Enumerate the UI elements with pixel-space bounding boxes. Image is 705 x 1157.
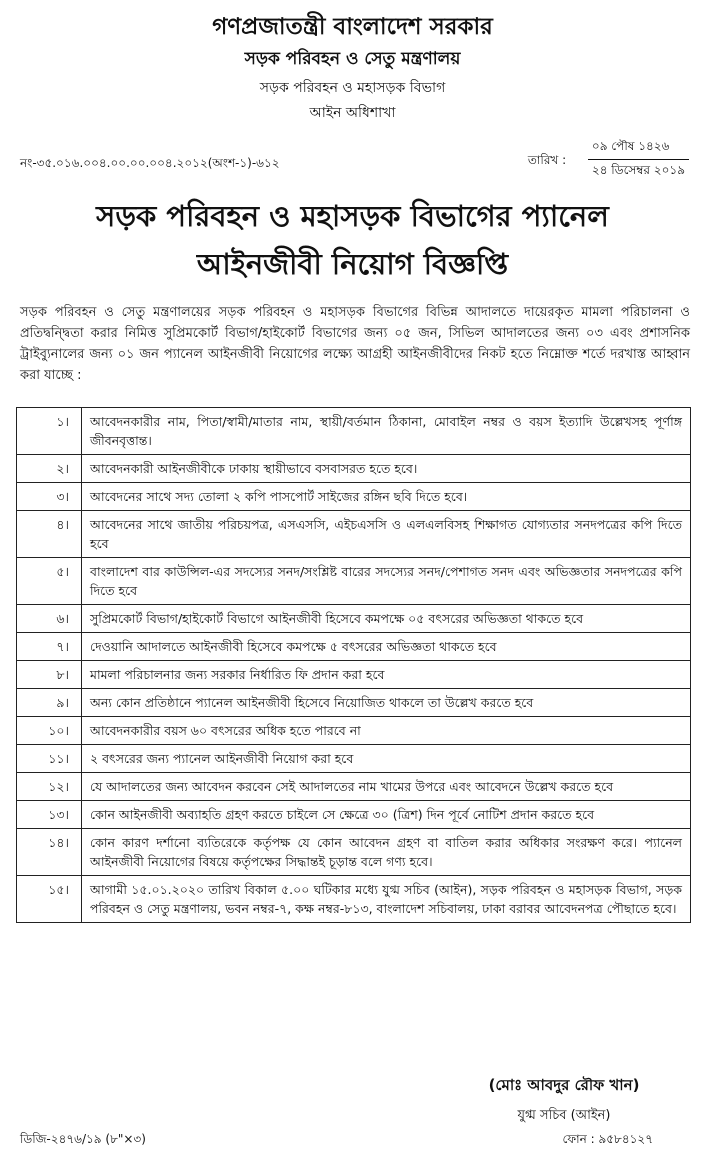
condition-text: কোন আইনজীবী অব্যাহতি গ্রহণ করতে চাইলে সে ক্ষেত্রে ৩০ (ত্রিশ) দিন পূর্বে নোটিশ প্রদান করতে হবে [82, 801, 691, 829]
condition-row [17, 876, 691, 923]
condition-number: ১৫। [17, 876, 82, 923]
condition-number: ১০। [17, 717, 82, 745]
condition-text: আগামী ১৫.০১.২০২০ তারিখ বিকাল ৫.০০ ঘটিকার মধ্যে যুগ্ম সচিব (আইন), সড়ক পরিবহন ও মহাসড়ক বিভাগ, সড়ক পরিবহন ও সেতু মন্ত্রণালয়, ভবন নম্বর-৭, কক্ষ নম্বর-৮১৩, বাংলাদেশ সচিবালয়, ঢাকা বরাবর আবেদনপত্র পৌছাতে হবে। [82, 876, 691, 923]
signature-block [439, 1074, 689, 1127]
condition-row [17, 483, 691, 511]
notice-title-line-2: আইনজীবী নিয়োগ বিজ্ঞপ্তি [196, 247, 509, 281]
condition-number: ৯। [17, 689, 82, 717]
conditions-table [16, 407, 691, 923]
condition-text: সুপ্রিমকোর্ট বিভাগ/হাইকোর্ট বিভাগে আইনজীবী হিসেবে কমপক্ষে ০৫ বৎসরের অভিজ্ঞতা থাকতে হবে [82, 605, 691, 633]
condition-text: বাংলাদেশ বার কাউন্সিল-এর সদস্যের সনদ/সংশ্লিষ্ট বারের সদস্যের সনদ/পেশাগত সনদ এবং অভিজ্ঞতার সনদপত্রের কপি দিতে হবে [82, 558, 691, 605]
condition-row [17, 829, 691, 876]
condition-row [17, 801, 691, 829]
condition-text: আবেদনকারীর নাম, পিতা/স্বামী/মাতার নাম, স্থায়ী/বর্তমান ঠিকানা, মোবাইল নম্বর ও বয়স ইত্যাদি উল্লেখসহ পূর্ণাঙ্গ জীবনবৃত্তান্ত। [82, 408, 691, 455]
condition-number: ১১। [17, 745, 82, 773]
condition-row [17, 661, 691, 689]
notice-title-line-1: সড়ক পরিবহন ও মহাসড়ক বিভাগের প্যানেল [96, 199, 609, 233]
condition-number: ১৪। [17, 829, 82, 876]
notice-title [0, 192, 705, 288]
condition-number: ৭। [17, 633, 82, 661]
condition-row [17, 689, 691, 717]
condition-number: ৩। [17, 483, 82, 511]
date-block [527, 138, 689, 182]
condition-text: অন্য কোন প্রতিষ্ঠানে প্যানেল আইনজীবী হিসেবে নিয়োজিত থাকলে তা উল্লেখ করতে হবে [82, 689, 691, 717]
condition-text: মামলা পরিচালনার জন্য সরকার নির্ধারিত ফি প্রদান করা হবে [82, 661, 691, 689]
condition-number: ৮। [17, 661, 82, 689]
dfp-code: ডিজি-২৪৭৬/১৯ (৮"×৩) [20, 1132, 146, 1146]
date-label: তারিখ : [527, 153, 567, 167]
condition-row [17, 745, 691, 773]
intro-paragraph: সড়ক পরিবহন ও সেতু মন্ত্রণালয়ের সড়ক পরিবহন ও মহাসড়ক বিভাগের বিভিন্ন আদালতে দায়েরকৃত মামলা পরিচালনা ও প্রতিদ্বন্দ্বিতা করার নিমিত্ত সুপ্রিমকোর্ট বিভাগ/হাইকোর্ট বিভাগের জন্য ০৫ জন, সিভিল আদালতের জন্য ০৩ এবং প্রশাসনিক ট্রাইব্যুনালের জন্য ০১ জন প্যানেল আইনজীবী নিয়োগের লক্ষ্যে আগ্রহী আইনজীবীদের নিকট হতে নিম্নোক্ত শর্তে দরখাস্ত আহ্বান করা যাচ্ছে : [20, 305, 690, 383]
division-heading: সড়ক পরিবহন ও মহাসড়ক বিভাগ [259, 80, 446, 96]
condition-number: ১। [17, 408, 82, 455]
date-bangla: ০৯ পৌষ ১৪২৬ [588, 138, 689, 160]
condition-text: দেওয়ানি আদালতে আইনজীবী হিসেবে কমপক্ষে ৫ বৎসরের অভিজ্ঞতা থাকতে হবে [82, 633, 691, 661]
ministry-heading: সড়ক পরিবহন ও সেতু মন্ত্রণালয় [244, 49, 461, 69]
memo-number: নং-৩৫.০১৬.০০৪.০০.০০.০০৪.২০১২(অংশ-১)-৬১২ [20, 156, 280, 170]
condition-row [17, 717, 691, 745]
condition-number: ২। [17, 455, 82, 483]
condition-text: আবেদনের সাথে সদ্য তোলা ২ কপি পাসপোর্ট সাইজের রঙ্গিন ছবি দিতে হবে। [82, 483, 691, 511]
condition-text: ২ বৎসরের জন্য প্যানেল আইনজীবী নিয়োগ করা হবে [82, 745, 691, 773]
signatory-name: (মোঃ আবদুর রৌফ খান) [488, 1076, 640, 1094]
condition-text: আবেদনকারীর বয়স ৬০ বৎসরের অধিক হতে পারবে না [82, 717, 691, 745]
condition-row [17, 633, 691, 661]
condition-number: ৪। [17, 511, 82, 558]
condition-text: আবেদনকারী আইনজীবীকে ঢাকায় স্থায়ীভাবে বসবাসরত হতে হবে। [82, 455, 691, 483]
condition-row [17, 408, 691, 455]
condition-row [17, 558, 691, 605]
condition-row [17, 773, 691, 801]
signatory-designation: যুগ্ম সচিব (আইন) [517, 1108, 611, 1123]
phone-number: ফোন : ৯৫৮৪১২৭ [562, 1132, 653, 1146]
condition-number: ৬। [17, 605, 82, 633]
condition-text: আবেদনের সাথে জাতীয় পরিচয়পত্র, এসএসসি, এইচএসসি ও এলএলবিসহ শিক্ষাগত যোগ্যতার সনদপত্রের কপি দিতে হবে [82, 511, 691, 558]
condition-number: ৫। [17, 558, 82, 605]
government-heading: গণপ্রজাতন্ত্রী বাংলাদেশ সরকার [212, 14, 493, 40]
wing-heading: আইন অধিশাখা [309, 105, 396, 121]
condition-row [17, 511, 691, 558]
condition-text: যে আদালতের জন্য আবেদন করবেন সেই আদালতের নাম খামের উপরে এবং আবেদনে উল্লেখ করতে হবে [82, 773, 691, 801]
condition-row [17, 455, 691, 483]
condition-number: ১২। [17, 773, 82, 801]
condition-number: ১৩। [17, 801, 82, 829]
condition-row [17, 605, 691, 633]
condition-text: কোন কারণ দর্শানো ব্যতিরেকে কর্তৃপক্ষ যে কোন আবেদন গ্রহণ বা বাতিল করার অধিকার সংরক্ষণ করে। প্যানেল আইনজীবী নিয়োগের বিষয়ে কর্তৃপক্ষের সিদ্ধান্তই চূড়ান্ত বলে গণ্য হবে। [82, 829, 691, 876]
date-gregorian: ২৪ ডিসেম্বর ২০১৯ [591, 163, 685, 177]
